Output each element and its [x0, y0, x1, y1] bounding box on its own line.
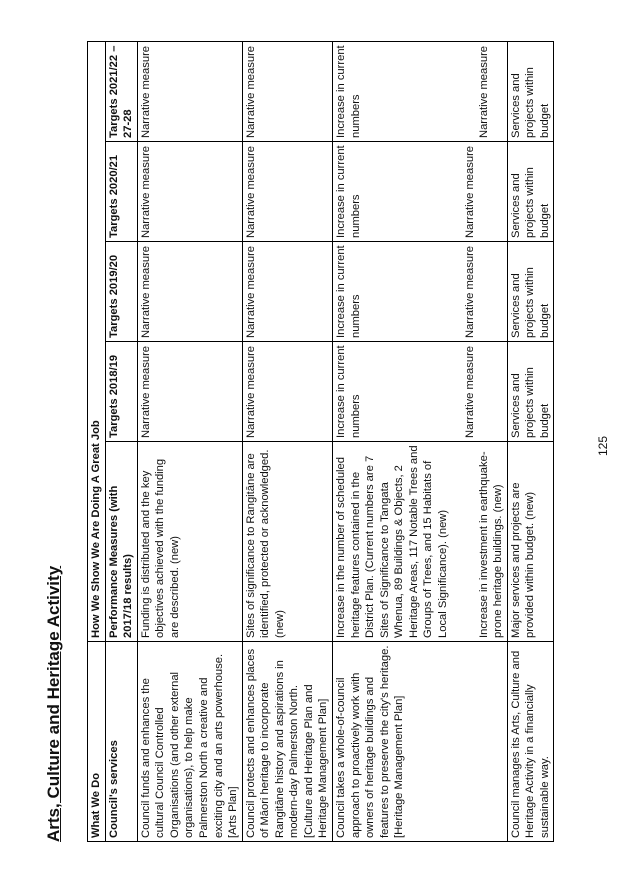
measures-header: Performance Measures (with 2017/18 results) — [105, 442, 137, 642]
table-row — [507, 42, 554, 842]
target-cell: Narrative measure — [242, 342, 332, 442]
target-cell: Services and projects within budget — [507, 42, 554, 142]
performance-table — [87, 41, 554, 842]
target-text: Increase in current numbers — [335, 345, 362, 438]
target-cell: Narrative measure — [137, 242, 242, 342]
measure-text: Increase in investment in earthquake-prone heritage buildings. (new) — [477, 451, 505, 638]
target-cell — [333, 242, 508, 342]
target-cell — [333, 342, 508, 442]
target-cell: Services and projects within budget — [507, 142, 554, 242]
target-2020-header: Targets 2020/21 — [105, 142, 137, 242]
target-cell: Services and projects within budget — [507, 242, 554, 342]
target-text: Narrative measure — [464, 245, 477, 338]
how-we-show-header: How We Show We Are Doing A Great Job — [88, 42, 106, 642]
target-2018-header: Targets 2018/19 — [105, 342, 137, 442]
service-cell: Council takes a whole-of-council approach to proactively work with owners of heritage buildings and features to preserve the city's heritage. [Heritage Management Plan] — [333, 642, 508, 842]
target-cell: Narrative measure — [137, 142, 242, 242]
table-row — [333, 42, 508, 842]
target-text: Increase in current numbers — [335, 245, 362, 338]
column-header-row — [105, 42, 137, 842]
service-cell: Council manages its Arts, Culture and Heritage Activity in a financially sustainable way. — [507, 642, 554, 842]
page-title: Arts, Culture and Heritage Activity — [44, 565, 63, 842]
target-text: Increase in current numbers — [335, 145, 362, 238]
table-row — [242, 42, 332, 842]
target-cell — [333, 42, 508, 142]
target-text: Narrative measure — [464, 345, 477, 438]
target-text: Narrative measure — [464, 145, 477, 238]
what-we-do-header: What We Do — [88, 642, 106, 842]
target-cell: Narrative measure — [242, 242, 332, 342]
services-header: Council's services — [105, 642, 137, 842]
target-text: Narrative measure — [478, 45, 491, 138]
target-cell: Narrative measure — [137, 42, 242, 142]
target-2021-header: Targets 2021/22 – 27-28 — [105, 42, 137, 142]
target-cell: Services and projects within budget — [507, 342, 554, 442]
target-cell: Narrative measure — [137, 342, 242, 442]
measure-text: Increase in the number of scheduled heritage features contained in the District Plan. (Current numbers are 7 Sites of Significance to Tangata Whenua, 89 Buildings & Objects, 2 Heritage Areas, 117 Notable Trees and Groups of Trees, and 15 Habitats of Local Significance). (new) — [335, 445, 449, 638]
measure-cell: Sites of significance to Rangitāne are identified, protected or acknowledged. (new) — [242, 442, 332, 642]
service-cell: Council funds and enhances the cultural Council Controlled Organisations (and other external organisations), to help make Palmerston North a creative and exciting city and an arts powerhouse. [Arts Plan] — [137, 642, 242, 842]
measure-cell: Funding is distributed and the key objectives achieved with the funding are described. (new) — [137, 442, 242, 642]
target-2019-header: Targets 2019/20 — [105, 242, 137, 342]
page-number: 125 — [596, 435, 610, 456]
target-cell — [333, 142, 508, 242]
section-header-row — [88, 42, 106, 842]
target-text: Increase in current numbers — [335, 45, 362, 138]
service-cell: Council protects and enhances places of Māori heritage to incorporate Rangitāne history and aspirations in modern-day Palmerston North. [Culture and Heritage Plan and Heritage Management Plan] — [242, 642, 332, 842]
measure-cell: Major services and projects are provided within budget. (new) — [507, 442, 554, 642]
table-row — [137, 42, 242, 842]
measure-cell — [333, 442, 508, 642]
target-cell: Narrative measure — [242, 42, 332, 142]
target-cell: Narrative measure — [242, 142, 332, 242]
